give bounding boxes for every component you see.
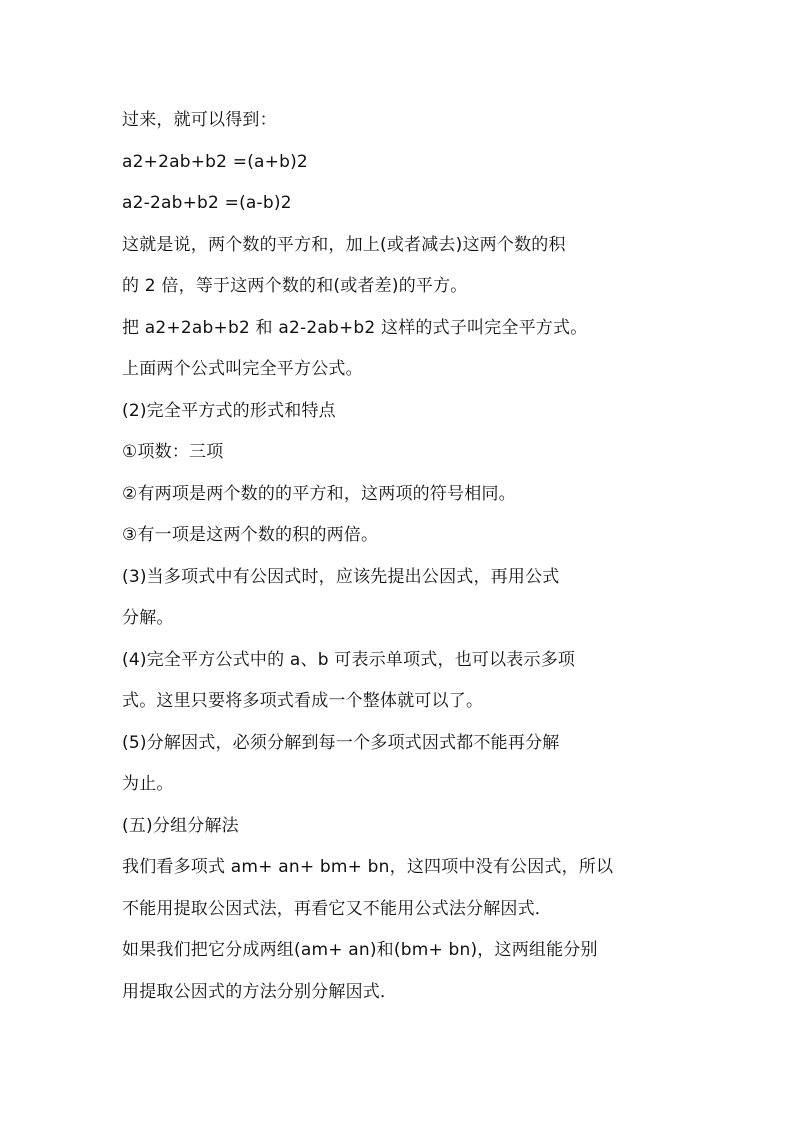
text-line: (4)完全平方公式中的 a、b 可表示单项式，也可以表示多项 <box>122 649 576 670</box>
text-line: (5)分解因式，必须分解到每一个多项式因式都不能再分解 <box>122 732 560 753</box>
list-item: ②有两项是两个数的的平方和，这两项的符号相同。 <box>122 483 516 504</box>
list-item: ③有一项是这两个数的积的两倍。 <box>122 525 379 545</box>
document-body <box>122 100 682 1013</box>
text-line: 我们看多项式 am+ an+ bm+ bn，这四项中没有公因式，所以 <box>122 857 614 877</box>
formula-line: a2+2ab+b2 =(a+b)2 <box>122 151 308 172</box>
text-line: 式。这里只要将多项式看成一个整体就可以了。 <box>122 691 484 711</box>
text-line: 把 a2+2ab+b2 和 a2-2ab+b2 这样的式子叫完全平方式。 <box>122 317 588 338</box>
text-line: 为止。 <box>122 774 174 794</box>
text-line: (3)当多项式中有公因式时，应该先提出公因式，再用公式 <box>122 566 560 587</box>
section-heading: (五)分组分解法 <box>122 815 239 836</box>
text-line: 这就是说，两个数的平方和，加上(或者减去)这两个数的积 <box>122 234 566 255</box>
text-line: 如果我们把它分成两组(am+ an)和(bm+ bn)，这两组能分别 <box>122 940 598 960</box>
text-line: 不能用提取公因式法，再看它又不能用公式法分解因式． <box>122 898 552 919</box>
text-line: 过来，就可以得到： <box>122 110 277 130</box>
text-line: 上面两个公式叫完全平方公式。 <box>122 359 363 379</box>
formula-line: a2-2ab+b2 =(a-b)2 <box>122 193 292 213</box>
list-item: ①项数：三项 <box>122 442 224 462</box>
text-line: 分解。 <box>122 608 174 628</box>
section-heading: (2)完全平方式的形式和特点 <box>122 400 336 421</box>
text-line: 用提取公因式的方法分别分解因式． <box>122 981 398 1002</box>
text-line: 的 2 倍，等于这两个数的和(或者差)的平方。 <box>122 276 468 296</box>
